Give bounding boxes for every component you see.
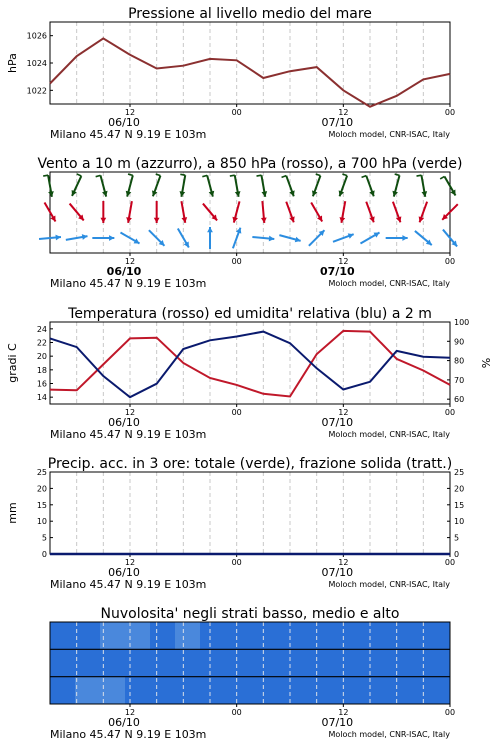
wind-arrow-700hPa (392, 174, 399, 197)
cloud-cell (250, 649, 276, 676)
x-tick-label: 12 (338, 558, 349, 567)
humidity-line (50, 332, 450, 398)
cloud-cell (150, 649, 176, 676)
cloud-cell (400, 649, 426, 676)
date-label: 06/10 (108, 566, 140, 579)
cloud-cell (325, 649, 351, 676)
wind-barb (128, 174, 133, 175)
model-credit: Moloch model, CNR-ISAC, Italy (328, 730, 450, 739)
pressure-line (50, 38, 450, 106)
x-tick-label: 12 (124, 257, 136, 266)
x-tick-label: 00 (231, 108, 242, 117)
wind-head (402, 235, 407, 241)
cloud-cell (425, 622, 451, 649)
temperature-line (50, 331, 450, 397)
location-label: Milano 45.47 N 9.19 E 103m (50, 578, 207, 591)
wind-arrow-700hPa (126, 174, 133, 197)
cloud-cell (275, 677, 301, 704)
wind-barb (282, 176, 287, 178)
wind-arrow-700hPa (362, 176, 375, 197)
wind-arrow-850hPa (126, 201, 132, 223)
cloud-cell (225, 677, 251, 704)
y2-tick-label: 60 (454, 395, 465, 405)
wind-head (207, 227, 213, 232)
cloud-cell (350, 677, 376, 704)
cloud-cell (75, 649, 101, 676)
cloud-cell (300, 677, 326, 704)
date-label: 07/10 (321, 416, 354, 429)
cloud-cell (175, 649, 201, 676)
cloud-cell (125, 649, 151, 676)
cloud-cell (275, 649, 301, 676)
wind-arrow-700hPa (96, 175, 108, 196)
cloud-cell (325, 622, 351, 649)
x-tick-label: 00 (444, 108, 456, 117)
y-tick-label: 5 (41, 533, 47, 543)
y2-tick-label: 100 (454, 318, 470, 327)
cloud-cell (250, 677, 276, 704)
y2-tick-label: 25 (454, 468, 465, 477)
location-label: Milano 45.47 N 9.19 E 103m (50, 428, 207, 441)
wind-head (109, 235, 114, 241)
date-label: 06/10 (106, 265, 142, 278)
cloud-cell (400, 622, 426, 649)
wind-arrow-700hPa (152, 174, 160, 196)
y2-tick-label: 10 (454, 517, 465, 527)
y2-tick-label: 70 (454, 375, 465, 385)
wind-barb (43, 175, 48, 176)
date-label: 06/10 (108, 416, 140, 429)
cloud-cell (50, 677, 76, 704)
x-tick-label: 00 (444, 708, 456, 717)
cloud-cell (300, 649, 326, 676)
y2-axis-label: % (480, 357, 493, 369)
date-label: 07/10 (321, 566, 354, 579)
y-tick-label: 18 (36, 365, 47, 375)
wind-arrow-700hPa (440, 176, 455, 195)
cloud-cell (75, 622, 101, 649)
location-label: Milano 45.47 N 9.19 E 103m (50, 277, 207, 290)
y-tick-label: 14 (36, 393, 47, 403)
cloud-cell (50, 622, 76, 649)
cloud-cell (350, 649, 376, 676)
wind-arrow-700hPa (230, 175, 241, 197)
cloud-cell (200, 649, 226, 676)
wind-head (261, 217, 267, 222)
wind-arrow-850hPa (419, 202, 427, 223)
cloud-cell (175, 622, 201, 649)
wind-arrow-700hPa (256, 175, 267, 197)
x-tick-label: 12 (338, 708, 349, 717)
cloud-cell (425, 649, 451, 676)
wind-barb (180, 174, 185, 175)
y2-tick-label: 20 (454, 484, 465, 494)
wind-head (100, 218, 106, 223)
date-label: 07/10 (320, 265, 355, 278)
cloud-cell (50, 649, 76, 676)
cloud-cell (350, 622, 376, 649)
wind-arrow-850hPa (232, 201, 239, 222)
y2-tick-label: 90 (454, 337, 465, 347)
wind-arrow-700hPa (180, 174, 186, 197)
wind-arrow-850hPa (100, 201, 106, 223)
x-tick-label: 12 (124, 408, 136, 417)
x-tick-label: 00 (444, 558, 456, 567)
x-tick-label: 00 (231, 408, 242, 417)
wind-barb (362, 176, 367, 178)
cloud-cell (200, 622, 226, 649)
y-axis-label: hPa (6, 53, 19, 73)
y2-tick-label: 0 (454, 550, 460, 559)
wind-head (269, 236, 274, 242)
cloud-cell (275, 622, 301, 649)
y2-tick-label: 80 (454, 356, 465, 366)
plot-frame (50, 172, 450, 253)
model-credit: Moloch model, CNR-ISAC, Italy (328, 430, 450, 439)
wind-barb (77, 174, 82, 176)
model-credit: Moloch model, CNR-ISAC, Italy (328, 279, 450, 288)
x-tick-label: 12 (338, 257, 349, 266)
wind-arrow-850hPa (393, 202, 401, 223)
wind-arrow-850hPa (311, 202, 322, 221)
y-tick-label: 25 (36, 468, 47, 477)
x-tick-label: 00 (444, 257, 456, 266)
wind-barb (256, 175, 261, 176)
wind-barb (230, 175, 235, 176)
y-tick-label: 24 (36, 324, 47, 334)
wind-arrow-700hPa (43, 175, 54, 197)
y-tick-label: 22 (36, 338, 47, 348)
date-label: 06/10 (108, 116, 140, 129)
date-label: 06/10 (108, 716, 140, 729)
date-label: 07/10 (321, 716, 354, 729)
wind-barb (416, 175, 421, 176)
x-tick-label: 12 (338, 108, 349, 117)
y-tick-label: 1022 (26, 86, 47, 96)
wind-arrow-10m (333, 233, 354, 241)
y2-tick-label: 15 (454, 500, 465, 510)
cloud-cell (125, 677, 151, 704)
model-credit: Moloch model, CNR-ISAC, Italy (328, 130, 450, 139)
wind-arrow-10m (207, 227, 213, 249)
y-tick-label: 1026 (26, 31, 47, 41)
wind-arrow-850hPa (181, 201, 187, 223)
cloud-cell (125, 622, 151, 649)
cloud-cell (150, 622, 176, 649)
y-axis-label: gradi C (6, 343, 19, 383)
x-tick-label: 12 (124, 558, 136, 567)
wind-barb (395, 174, 400, 175)
cloud-cell (250, 622, 276, 649)
x-tick-label: 00 (231, 558, 242, 567)
wind-arrow-700hPa (72, 174, 82, 196)
wind-arrow-850hPa (286, 202, 294, 223)
x-tick-label: 00 (444, 408, 456, 417)
date-label: 07/10 (321, 116, 354, 129)
cloud-cell (75, 677, 101, 704)
wind-arrow-10m (360, 233, 379, 244)
y-tick-label: 0 (41, 550, 47, 559)
panel-title: Temperatura (rosso) ed umidita' relativa (blu) a 2 m (68, 306, 432, 322)
y-tick-label: 1024 (26, 59, 47, 68)
wind-arrow-10m (120, 233, 139, 244)
cloud-cell (300, 622, 326, 649)
wind-arrow-850hPa (261, 201, 267, 223)
panel-title: Vento a 10 m (azzurro), a 850 hPa (rosso), a 700 hPa (verde) (37, 156, 463, 172)
y-tick-label: 20 (36, 352, 47, 362)
panel-title: Pressione al livello medio del mare (128, 6, 372, 22)
wind-arrow-700hPa (282, 176, 295, 197)
wind-arrow-700hPa (339, 174, 347, 196)
cloud-cell (325, 677, 351, 704)
model-credit: Moloch model, CNR-ISAC, Italy (328, 580, 450, 589)
y-tick-label: 10 (36, 517, 47, 527)
y-axis-label: mm (6, 502, 19, 524)
panel-title: Nuvolosita' negli strati basso, medio e alto (100, 606, 400, 622)
wind-barb (440, 176, 444, 179)
wind-arrow-700hPa (416, 175, 427, 197)
panel-title: Precip. acc. in 3 ore: totale (verde), frazione solida (tratt.) (47, 456, 453, 472)
y-tick-label: 15 (36, 500, 47, 510)
wind-arrow-850hPa (366, 202, 374, 223)
cloud-cell (200, 677, 226, 704)
x-tick-label: 00 (231, 708, 242, 717)
x-tick-label: 12 (124, 708, 136, 717)
location-label: Milano 45.47 N 9.19 E 103m (50, 728, 207, 741)
cloud-cell (225, 649, 251, 676)
wind-head (55, 235, 60, 241)
y-tick-label: 20 (36, 484, 47, 494)
plot-frame (50, 22, 450, 104)
wind-arrow-850hPa (340, 201, 346, 223)
x-tick-label: 12 (124, 108, 136, 117)
y-tick-label: 16 (36, 379, 47, 389)
cloud-cell (225, 622, 251, 649)
x-tick-label: 00 (231, 257, 242, 266)
cloud-cell (150, 677, 176, 704)
cloud-cell (400, 677, 426, 704)
cloud-cell (425, 677, 451, 704)
cloud-cell (175, 677, 201, 704)
plot-frame (50, 472, 450, 554)
y2-tick-label: 5 (454, 533, 460, 543)
x-tick-label: 12 (338, 408, 349, 417)
wind-arrow-700hPa (312, 174, 320, 196)
wind-arrow-850hPa (154, 201, 160, 223)
wind-head (154, 218, 160, 223)
location-label: Milano 45.47 N 9.19 E 103m (50, 128, 207, 141)
wind-arrow-700hPa (202, 175, 214, 196)
